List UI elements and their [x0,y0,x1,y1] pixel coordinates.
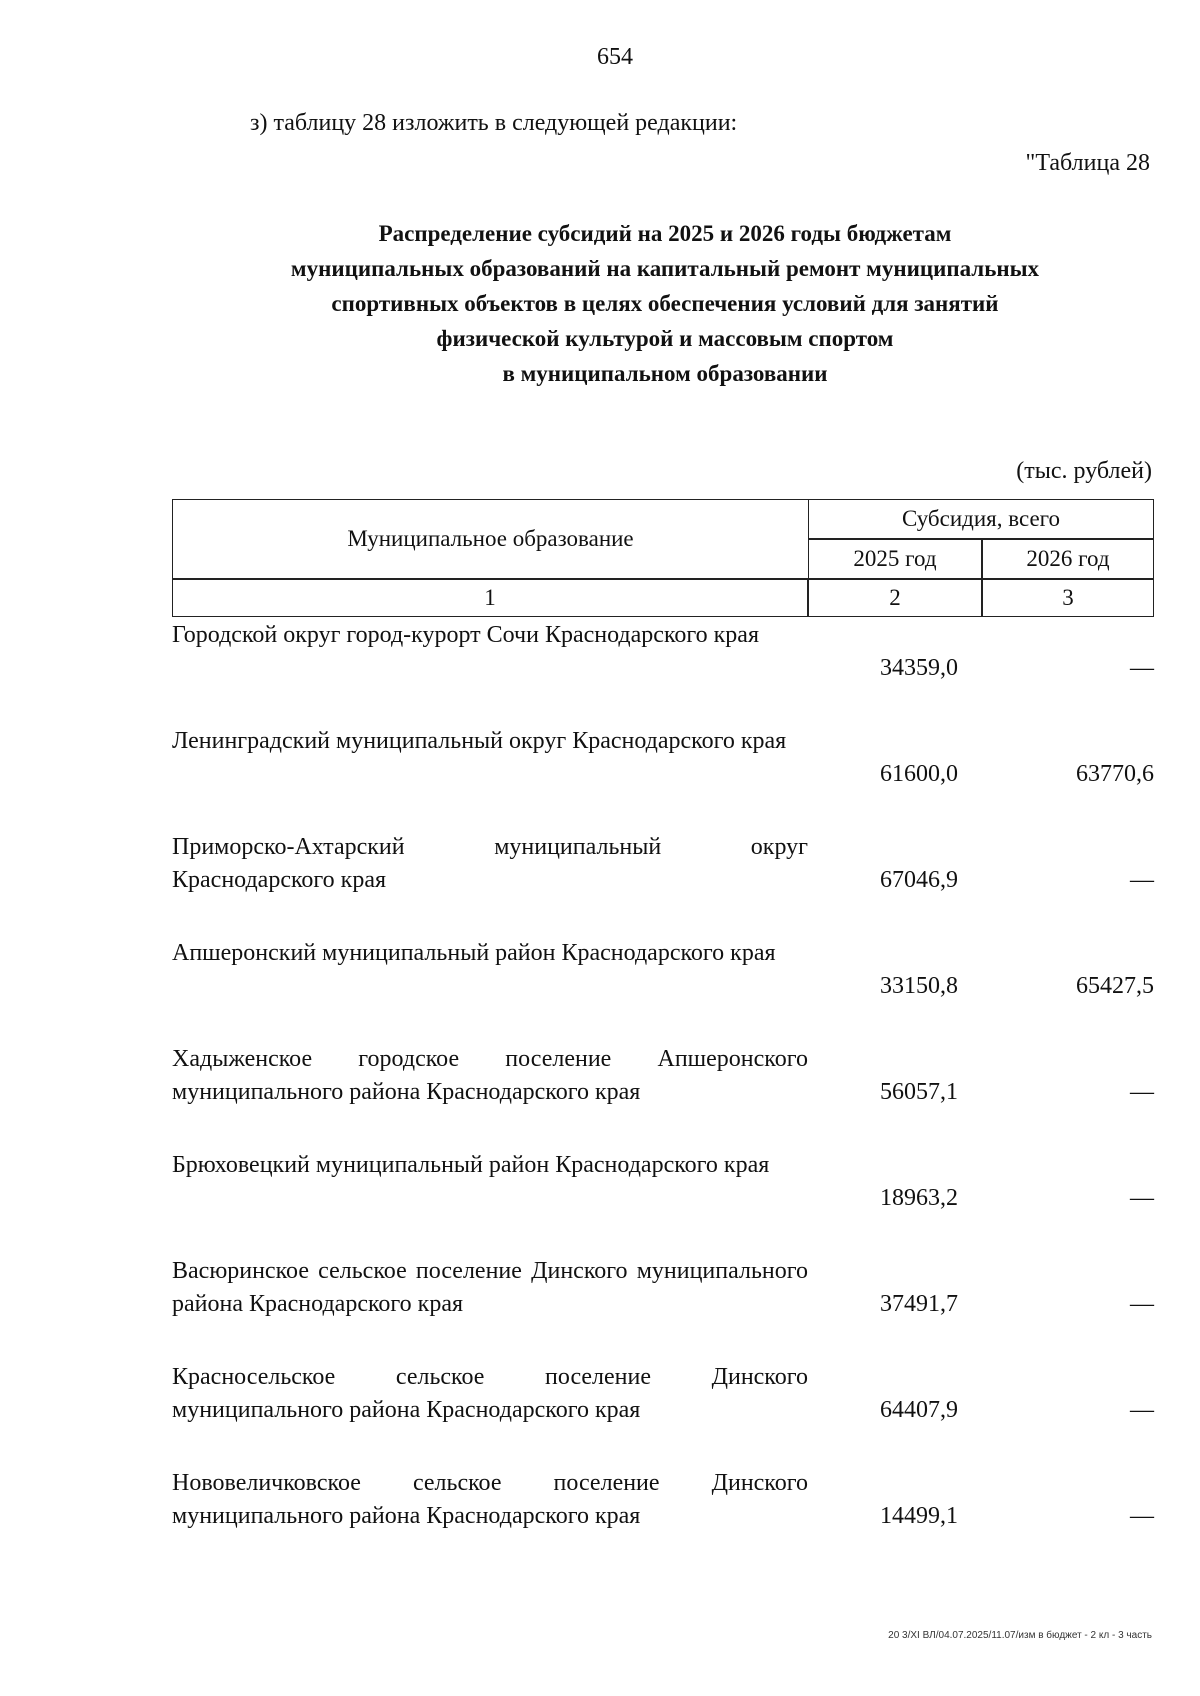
document-title [130,216,1200,391]
row-value-2025: 34359,0 [880,655,958,681]
table-row [172,1467,1154,1573]
header-subsidy-total: Субсидия, всего [808,499,1154,539]
row-value-2026: — [1130,1397,1154,1423]
row-municipality: Красносельское сельское поселение Динского муниципального района Краснодарского края [172,1364,808,1423]
row-value-2025: 56057,1 [880,1079,958,1105]
row-municipality: Приморско-Ахтарский муниципальный округ Краснодарского края [172,834,808,893]
table-row [172,1043,1154,1149]
row-value-2025: 18963,2 [880,1185,958,1211]
row-municipality: Апшеронский муниципальный район Краснодарского края [172,940,776,966]
table-row [172,1361,1154,1467]
title-line: муниципальных образований на капитальный ремонт муниципальных [290,256,1040,281]
row-value-2026: 65427,5 [1076,973,1154,999]
row-value-2025: 14499,1 [880,1503,958,1529]
row-municipality: Городской округ город-курорт Сочи Краснодарского края [172,622,759,648]
table-row [172,937,1154,1043]
title-line: Распределение субсидий на 2025 и 2026 годы бюджетам [378,221,952,246]
row-value-2025: 67046,9 [880,867,958,893]
row-municipality: Ленинградский муниципальный округ Краснодарского края [172,728,787,754]
row-municipality: Нововеличковское сельское поселение Динского муниципального района Краснодарского края [172,1470,808,1529]
table-header [172,499,1154,617]
header-year-2025: 2025 год [808,539,982,579]
row-value-2025: 64407,9 [880,1397,958,1423]
row-municipality: Васюринское сельское поселение Динского муниципального района Краснодарского края [172,1258,808,1317]
row-municipality: Брюховецкий муниципальный район Краснодарского края [172,1152,770,1178]
row-municipality: Хадыженское городское поселение Апшеронского муниципального района Краснодарского края [172,1046,808,1105]
table-row [172,1149,1154,1255]
header-year-2026: 2026 год [982,539,1154,579]
row-value-2025: 61600,0 [880,761,958,787]
title-line: физической культурой и массовым спортом [436,326,894,351]
footer-reference: 20 3/XI ВЛ/04.07.2025/11.07/изм в бюджет - 2 кл - 3 часть [888,1630,1152,1641]
table-row [172,619,1154,725]
row-value-2026: 63770,6 [1076,761,1154,787]
row-value-2026: — [1130,655,1154,681]
row-value-2026: — [1130,1079,1154,1105]
column-number-2: 2 [808,579,982,617]
table-row [172,1255,1154,1361]
table-row [172,725,1154,831]
column-number-3: 3 [982,579,1154,617]
table-label: "Таблица 28 [1025,150,1150,176]
table-body [172,619,1154,1573]
units-label: (тыс. рублей) [1016,458,1152,484]
title-line: спортивных объектов в целях обеспечения условий для занятий [331,291,999,316]
table-row [172,831,1154,937]
page-number: 654 [597,44,633,70]
intro-text: з) таблицу 28 изложить в следующей редакции: [250,110,738,136]
row-value-2025: 33150,8 [880,973,958,999]
header-municipality: Муниципальное образование [172,499,808,579]
title-line: в муниципальном образовании [502,361,828,386]
row-value-2026: — [1130,1185,1154,1211]
row-value-2026: — [1130,867,1154,893]
column-number-1: 1 [172,579,808,617]
row-value-2025: 37491,7 [880,1291,958,1317]
row-value-2026: — [1130,1503,1154,1529]
row-value-2026: — [1130,1291,1154,1317]
